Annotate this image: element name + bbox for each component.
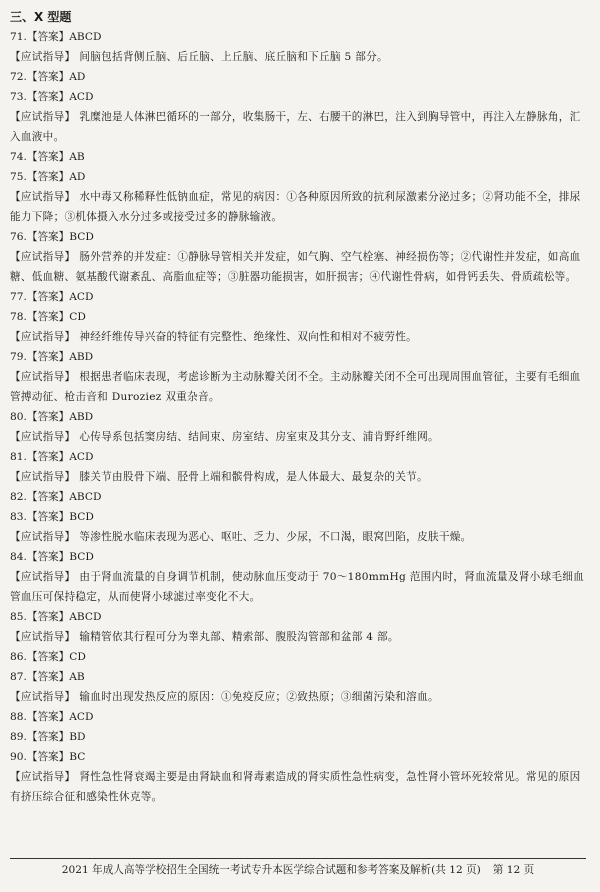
answer-value: CD: [69, 651, 86, 663]
guide-label: 【应试指导】: [10, 251, 76, 263]
answer-line: [10, 407, 586, 427]
answer-value: ACD: [69, 451, 94, 463]
answer-label: 【答案】: [26, 291, 70, 303]
answer-value: AB: [69, 671, 85, 683]
question-number: 86.: [10, 651, 27, 663]
answer-value: BCD: [69, 551, 94, 563]
answer-line: [10, 607, 586, 627]
guide-text: 水中毒又称稀释性低钠血症，常见的病因：①各种原因所致的抗利尿激素分泌过多；②肾功能不全，排尿能力下降；③机体摄入水分过多或接受过多的静脉输液。: [10, 191, 581, 223]
answer-label: 【答案】: [26, 91, 70, 103]
answer-value: BD: [69, 731, 86, 743]
guide-text: 乳糜池是人体淋巴循环的一部分，收集肠干，左、右腰干的淋巴，注入到胸导管中，再注入左静脉角，汇入血液中。: [10, 111, 581, 143]
answer-label: 【答案】: [26, 171, 70, 183]
answer-line: [10, 727, 586, 747]
answer-label: 【答案】: [26, 491, 70, 503]
answer-line: [10, 67, 586, 87]
guide-label: 【应试指导】: [10, 51, 76, 63]
answer-label: 【答案】: [26, 611, 70, 623]
question-number: 80.: [10, 411, 27, 423]
question-number: 78.: [10, 311, 27, 323]
answer-line: [10, 227, 586, 247]
question-number: 79.: [10, 351, 27, 363]
answer-line: [10, 287, 586, 307]
answer-value: ABCD: [69, 491, 102, 503]
guide-label: 【应试指导】: [10, 571, 76, 583]
question-number: 88.: [10, 711, 27, 723]
answer-line: [10, 647, 586, 667]
answer-line: [10, 507, 586, 527]
page-number: 第 12 页: [492, 864, 535, 876]
answer-label: 【答案】: [26, 31, 70, 43]
guide-label: 【应试指导】: [10, 111, 76, 123]
answer-line: [10, 27, 586, 47]
answer-label: 【答案】: [26, 311, 70, 323]
question-number: 74.: [10, 151, 27, 163]
answer-value: BCD: [69, 231, 94, 243]
question-number: 72.: [10, 71, 27, 83]
answer-value: ABCD: [69, 611, 102, 623]
guide-text: 由于肾血流量的自身调节机制，使动脉血压变动于 70～180mmHg 范围内时，肾血流量及肾小球毛细血管血压可保持稳定，从而使肾小球滤过率变化不大。: [10, 571, 585, 603]
answer-label: 【答案】: [26, 351, 70, 363]
guide-paragraph: [10, 767, 586, 807]
page-footer: [10, 858, 586, 878]
guide-paragraph: [10, 327, 586, 347]
guide-paragraph: [10, 47, 586, 67]
answer-line: [10, 707, 586, 727]
question-number: 82.: [10, 491, 27, 503]
guide-text: 间脑包括背侧丘脑、后丘脑、上丘脑、底丘脑和下丘脑 5 部分。: [79, 51, 388, 63]
answer-line: [10, 667, 586, 687]
guide-paragraph: [10, 687, 586, 707]
answer-value: ACD: [69, 291, 94, 303]
answer-value: CD: [69, 311, 86, 323]
answer-value: ACD: [69, 711, 94, 723]
question-number: 77.: [10, 291, 27, 303]
guide-label: 【应试指导】: [10, 531, 76, 543]
guide-paragraph: [10, 247, 586, 287]
question-number: 76.: [10, 231, 27, 243]
answer-value: AD: [69, 171, 86, 183]
answer-value: BCD: [69, 511, 94, 523]
answer-value: BC: [69, 751, 86, 763]
answer-line: [10, 307, 586, 327]
question-number: 85.: [10, 611, 27, 623]
question-number: 87.: [10, 671, 27, 683]
guide-label: 【应试指导】: [10, 631, 76, 643]
answer-label: 【答案】: [26, 711, 70, 723]
answer-line: [10, 547, 586, 567]
answer-value: ABD: [69, 351, 94, 363]
answer-label: 【答案】: [26, 231, 70, 243]
section-title: 三、X 型题: [10, 10, 72, 24]
answer-label: 【答案】: [26, 511, 70, 523]
answer-label: 【答案】: [26, 71, 70, 83]
question-number: 71.: [10, 31, 27, 43]
guide-text: 膝关节由股骨下端、胫骨上端和髌骨构成，是人体最大、最复杂的关节。: [79, 471, 428, 483]
answer-label: 【答案】: [26, 411, 70, 423]
answer-list: [10, 27, 586, 807]
answer-label: 【答案】: [26, 651, 70, 663]
answer-line: [10, 347, 586, 367]
guide-label: 【应试指导】: [10, 431, 76, 443]
guide-text: 心传导系包括窦房结、结间束、房室结、房室束及其分支、浦肯野纤维网。: [79, 431, 439, 443]
answer-value: ABD: [69, 411, 94, 423]
question-number: 81.: [10, 451, 27, 463]
footer-title: 2021 年成人高等学校招生全国统一考试专升本医学综合试题和参考答案及解析(共 12 页): [61, 864, 481, 876]
answer-label: 【答案】: [26, 151, 70, 163]
guide-label: 【应试指导】: [10, 371, 76, 383]
answer-line: [10, 87, 586, 107]
question-number: 90.: [10, 751, 27, 763]
guide-text: 肠外营养的并发症：①静脉导管相关并发症，如气胸、空气栓塞、神经损伤等；②代谢性并发症，如高血糖、低血糖、氨基酸代谢紊乱、高脂血症等；③脏器功能损害，如肝损害；④代谢性骨病，如骨钙丢失、骨质疏松等。: [10, 251, 581, 283]
answer-label: 【答案】: [26, 731, 70, 743]
guide-paragraph: [10, 567, 586, 607]
question-number: 73.: [10, 91, 27, 103]
guide-label: 【应试指导】: [10, 331, 76, 343]
answer-line: [10, 167, 586, 187]
guide-label: 【应试指导】: [10, 471, 76, 483]
guide-paragraph: [10, 367, 586, 407]
guide-paragraph: [10, 107, 586, 147]
answer-line: [10, 747, 586, 767]
guide-text: 神经纤维传导兴奋的特征有完整性、绝缘性、双向性和相对不疲劳性。: [79, 331, 418, 343]
guide-paragraph: [10, 527, 586, 547]
answer-line: [10, 447, 586, 467]
answer-value: ABCD: [69, 31, 102, 43]
guide-paragraph: [10, 627, 586, 647]
guide-text: 根据患者临床表现，考虑诊断为主动脉瓣关闭不全。主动脉瓣关闭不全可出现周围血管征，主要有毛细血管搏动征、枪击音和 Duroziez 双重杂音。: [10, 371, 581, 403]
answer-label: 【答案】: [26, 551, 70, 563]
guide-label: 【应试指导】: [10, 691, 76, 703]
guide-paragraph: [10, 467, 586, 487]
answer-label: 【答案】: [26, 751, 70, 763]
guide-label: 【应试指导】: [10, 191, 76, 203]
guide-text: 肾性急性肾衰竭主要是由肾缺血和肾毒素造成的肾实质性急性病变，急性肾小管坏死较常见。常见的原因有挤压综合征和感染性休克等。: [10, 771, 581, 803]
question-number: 84.: [10, 551, 27, 563]
question-number: 89.: [10, 731, 27, 743]
question-number: 83.: [10, 511, 27, 523]
guide-text: 输血时出现发热反应的原因：①免疫反应；②致热原；③细菌污染和溶血。: [79, 691, 439, 703]
answer-value: AD: [69, 71, 86, 83]
answer-value: ACD: [69, 91, 94, 103]
answer-label: 【答案】: [26, 451, 70, 463]
guide-paragraph: [10, 427, 586, 447]
guide-text: 等渗性脱水临床表现为恶心、呕吐、乏力、少尿，不口渴，眼窝凹陷，皮肤干燥。: [79, 531, 472, 543]
answer-label: 【答案】: [26, 671, 70, 683]
guide-text: 输精管依其行程可分为睾丸部、精索部、腹股沟管部和盆部 4 部。: [79, 631, 399, 643]
answer-line: [10, 147, 586, 167]
guide-label: 【应试指导】: [10, 771, 76, 783]
answer-line: [10, 487, 586, 507]
answer-value: AB: [69, 151, 85, 163]
guide-paragraph: [10, 187, 586, 227]
question-number: 75.: [10, 171, 27, 183]
